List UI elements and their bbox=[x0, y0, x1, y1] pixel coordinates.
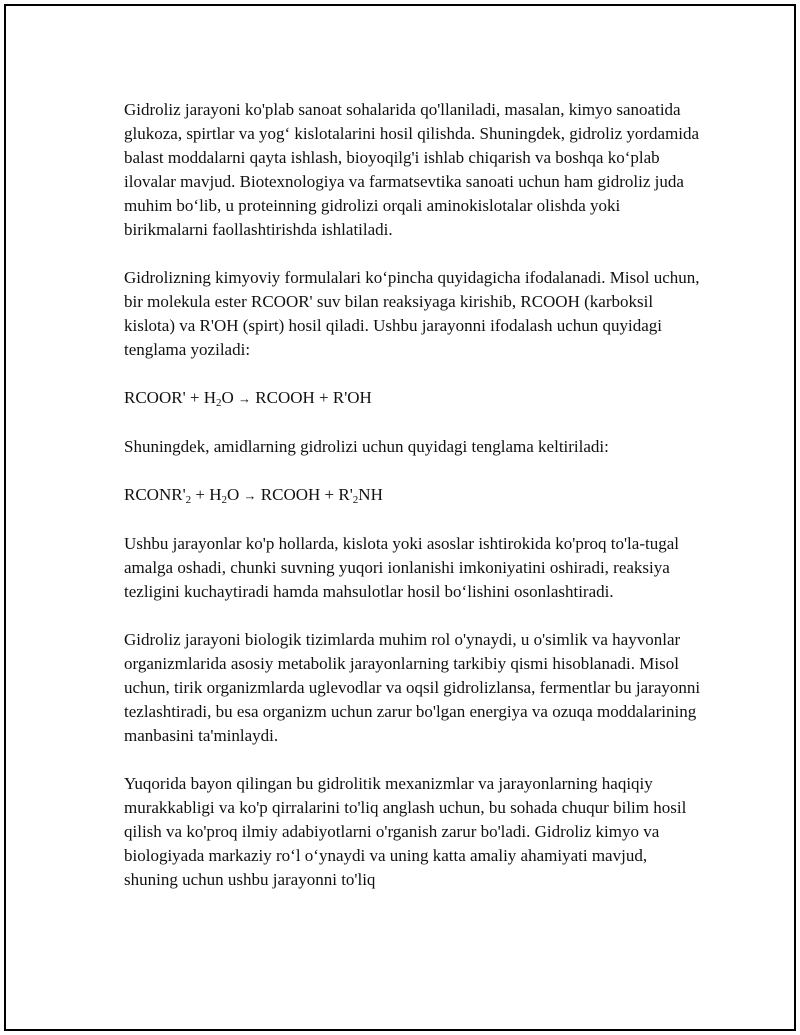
equation-amide-hydrolysis: $RCONR'_2 + H_2O$ → RCOOH + $R'_2NH$ bbox=[124, 485, 383, 506]
paragraph-industrial-uses: Gidroliz jarayoni ko'plab sanoat sohalarida qo'llaniladi, masalan, kimyo sanoatida glukoza, spirtlar va yog‘ kislotalarini hosil qilishda. Shuningdek, gidroliz yordamida balast moddalarni qayta ishlash, bioyoqilg'i ishlab chiqarish va boshqa ko‘plab ilovalar mavjud. Biotexnologiya va farmatsevtika sanoati uchun ham gidroliz juda muhim bo‘lib, u proteinning gidrolizi orqali aminokislotalar olishda yoki birikmalarni faollashtirishda ishlatiladi. bbox=[124, 100, 700, 239]
equation-ester-hydrolysis: RCOOR' + $H_2O$ → RCOOH + R'OH bbox=[124, 388, 372, 409]
reaction-arrow: → bbox=[238, 391, 252, 406]
page-frame bbox=[4, 4, 796, 1031]
reaction-arrow: → bbox=[243, 488, 257, 503]
document-body bbox=[124, 98, 704, 916]
paragraph-catalysis: Ushbu jarayonlar ko'p hollarda, kislota yoki asoslar ishtirokida ko'proq to'la-tugal amalga oshadi, chunki suvning yuqori ionlanishi imkoniyatini oshiradi, reaksiya tezligini kuchaytiradi hamda mahsulotlar hosil bo‘lishini osonlashtiradi. bbox=[124, 534, 679, 601]
paragraph-conclusion: Yuqorida bayon qilingan bu gidrolitik mexanizmlar va jarayonlarning haqiqiy murakkabligi va ko'p qirralarini to'liq anglash uchun, bu sohada chuqur bilim hosil qilish va ko'proq ilmiy adabiyotlarni o'rganish zarur bo'ladi. Gidroliz kimyo va biologiyada markaziy ro‘l o‘ynaydi va uning katta amaliy ahamiyati mavjud, shuning uchun ushbu jarayonni to'liq bbox=[124, 774, 687, 889]
paragraph-biological-role: Gidroliz jarayoni biologik tizimlarda muhim rol o'ynaydi, u o'simlik va hayvonlar organizmlarida asosiy metabolik jarayonlarning tarkibiy qismi hisoblanadi. Misol uchun, tirik organizmlarda uglevodlar va oqsil gidrolizlansa, fermentlar bu jarayonni tezlashtiradi, bu esa organizm uchun zarur bo'lgan energiya va ozuqa moddalarining manbasini ta'minlaydi. bbox=[124, 630, 701, 745]
paragraph-chemical-formulas: Gidrolizning kimyoviy formulalari ko‘pincha quyidagicha ifodalanadi. Misol uchun, bir molekula ester RCOOR' suv bilan reaksiyaga kirishib, RCOOH (karboksil kislota) va R'OH (spirt) hosil qiladi. Ushbu jarayonni ifodalash uchun quyidagi tenglama yoziladi: bbox=[124, 268, 700, 359]
paragraph-amide-intro: Shuningdek, amidlarning gidrolizi uchun quyidagi tenglama keltiriladi: bbox=[124, 437, 609, 456]
